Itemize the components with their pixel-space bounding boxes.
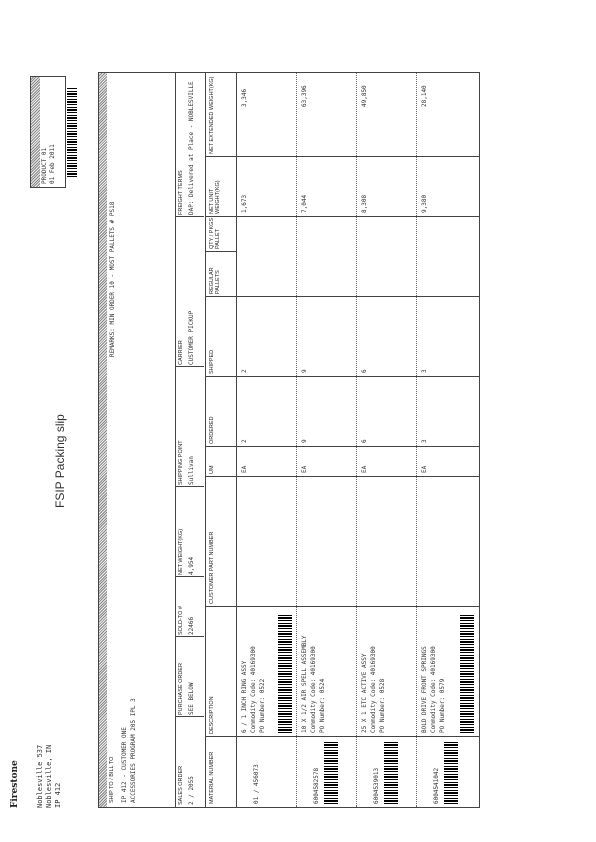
col-divider xyxy=(236,156,480,157)
col-qty-pkgs: QTY / PKGS PALLET xyxy=(206,216,236,252)
field-shipping-point: SHIPPING POINT Sullivan xyxy=(176,366,204,487)
ident-box: PRODUCT 01 01 Feb 2011 xyxy=(30,76,66,188)
rotated-document xyxy=(10,28,518,808)
col-customer-part: CUSTOMER PART NUMBER xyxy=(206,476,236,607)
items-table xyxy=(205,73,480,807)
remarks: REMARKS: MIN ORDER 10 - MOST PALLETS # PS18 xyxy=(109,201,116,357)
col-divider xyxy=(236,216,480,217)
field-freight-terms: FREIGHT TERMS DAP: Delivered at Place - NOBLESVILLE xyxy=(178,81,195,215)
shipto-line1: IP 412 - CUSTOMER ONE xyxy=(121,727,128,803)
table-row: 6004541042 BOLD DRIVE FRONT SPRINGS Commodity Code: 40169300 PO Number: 0579 EA 3 3 9,380 28,140 xyxy=(416,73,478,807)
table-row: 01 / 456073 6 / 1 INCH RING ASSY Commodity Code: 40169300 PO Number: 0522 EA 2 2 1,673 3,346 xyxy=(236,73,297,807)
col-net-unit-weight: NET UNIT WEIGHT(KG) xyxy=(206,156,236,217)
col-divider xyxy=(236,736,480,737)
header-bar xyxy=(99,73,107,807)
row-barcode xyxy=(460,613,474,733)
table-row: 6004582578 10 X 1/2 AIR SPELL ASSEMBLY Commodity Code: 40169300 PO Number: 0524 EA 9 9 7,044 63,396 xyxy=(296,73,357,807)
company-address: Noblesville 537 Noblesville, IN IP 412 xyxy=(36,744,62,808)
field-net-weight: NET WEIGHT(KG) 4,954 xyxy=(176,486,204,577)
col-net-ext-weight: NET EXTENDED WEIGHT(KG) xyxy=(209,76,215,154)
field-carrier: CARRIER CUSTOMER PICKUP xyxy=(176,216,204,367)
row-barcode xyxy=(384,742,398,804)
field-sales-order: SALES ORDER 2 / 2055 xyxy=(176,716,204,807)
row-barcode xyxy=(278,613,292,733)
document-title: FSIP Packing slip xyxy=(53,414,67,508)
table-header xyxy=(206,73,237,807)
table-row: 6004539013 25 X 1 ETC ACTIVE ASSY Commodity Code: 40169300 PO Number: 0528 EA 6 6 8,308 49,850 xyxy=(356,73,417,807)
col-divider xyxy=(236,446,480,447)
col-material: MATERIAL NUMBER xyxy=(206,736,236,807)
col-description: DESCRIPTION xyxy=(206,606,236,737)
field-purchase-order: PURCHASE ORDER SEE BELOW xyxy=(176,636,204,717)
field-row xyxy=(175,73,206,807)
col-regular-pallets: REGULAR PALLETS xyxy=(206,251,236,297)
col-divider xyxy=(236,476,480,477)
shipto-line2: ACCESSORIES PROGRAM 205 IPL 3 xyxy=(130,698,137,803)
col-divider xyxy=(236,606,480,607)
ident-barcode xyxy=(67,87,77,177)
field-sold-to: SOLD-TO # 22466 xyxy=(176,576,204,637)
col-ordered: ORDERED xyxy=(206,376,236,447)
shipto-label: SHIP TO / BILL TO xyxy=(109,756,115,803)
col-divider xyxy=(236,296,480,297)
col-um: UM xyxy=(206,446,236,477)
col-shipped: SHIPPED xyxy=(206,296,236,377)
packing-sheet xyxy=(98,72,480,808)
company-logo: Firestone xyxy=(10,760,20,808)
row-barcode xyxy=(324,742,338,804)
row-barcode xyxy=(444,742,458,804)
col-divider xyxy=(236,376,480,377)
